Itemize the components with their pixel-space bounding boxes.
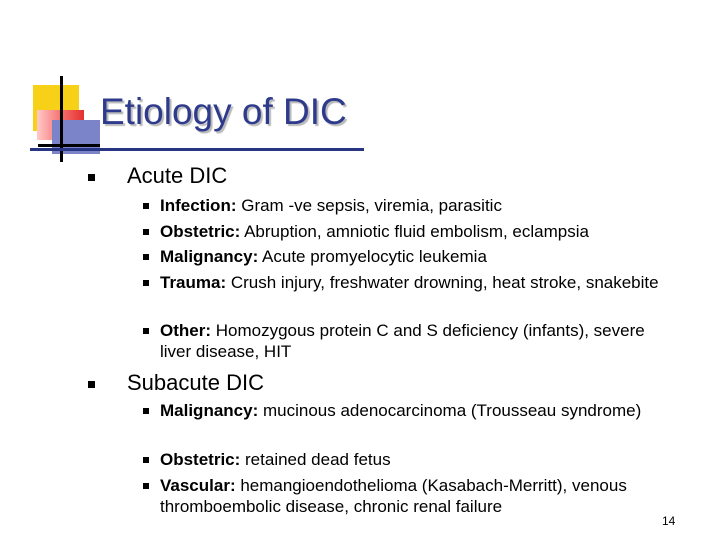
bullet-icon: [143, 457, 149, 463]
item-text: Crush injury, freshwater drowning, heat stroke, snakebite: [226, 273, 659, 292]
bullet-icon: [143, 408, 149, 414]
item-label: Infection:: [160, 196, 237, 215]
bullet-icon: [143, 328, 149, 334]
page-number: 14: [662, 514, 676, 528]
list-item: [160, 246, 680, 267]
title-underline: [30, 148, 364, 151]
list-item: [160, 400, 680, 421]
item-label: Malignancy:: [160, 247, 259, 266]
section-heading-acute: Acute DIC: [127, 163, 228, 188]
bullet-icon: [143, 254, 149, 260]
bullet-icon: [88, 174, 95, 181]
item-text: Gram -ve sepsis, viremia, parasitic: [236, 196, 502, 215]
item-text: hemangioendothelioma (Kasabach-Merritt), venous thromboembolic disease, chronic renal failure: [160, 476, 627, 516]
item-label: Malignancy:: [160, 401, 259, 420]
item-label: Obstetric:: [160, 222, 241, 241]
horizontal-line: [38, 144, 100, 147]
item-label: Obstetric:: [160, 450, 241, 469]
bullet-icon: [143, 483, 149, 489]
item-label: Other:: [160, 321, 211, 340]
list-item: [160, 449, 680, 470]
bullet-icon: [143, 203, 149, 209]
item-label: Vascular:: [160, 476, 236, 495]
item-text: retained dead fetus: [240, 450, 391, 469]
item-text: Homozygous protein C and S deficiency (infants), severe liver disease, HIT: [160, 321, 645, 361]
list-item: [160, 272, 680, 293]
list-item: [160, 221, 680, 242]
bullet-icon: [143, 280, 149, 286]
item-text: Abruption, amniotic fluid embolism, eclampsia: [240, 222, 589, 241]
bullet-icon: [88, 381, 95, 388]
bullet-icon: [143, 229, 149, 235]
section-heading-subacute: Subacute DIC: [127, 370, 264, 395]
list-item: [160, 320, 680, 362]
list-item: [160, 475, 650, 517]
slide-title: Etiology of DIC: [100, 91, 347, 132]
list-item: [160, 195, 680, 216]
item-text: mucinous adenocarcinoma (Trousseau syndrome): [258, 401, 642, 420]
item-text: Acute promyelocytic leukemia: [258, 247, 487, 266]
item-label: Trauma:: [160, 273, 227, 292]
